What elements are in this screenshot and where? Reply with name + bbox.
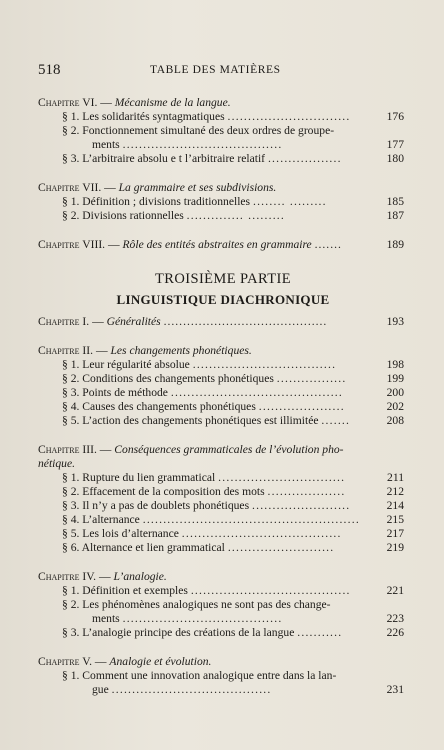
chapter-heading: Chapitre III. — Conséquences grammaticales de l’évolution pho- nétique.: [38, 443, 344, 470]
section-number: § 4.: [62, 513, 80, 526]
page-ref: 187: [386, 209, 404, 222]
section-number: § 3.: [62, 499, 80, 512]
dot-leader: ..............................: [227, 110, 351, 123]
section-number: § 6.: [62, 541, 80, 554]
chapter-word: Chapitre: [38, 96, 80, 109]
toc-entry: [38, 598, 408, 626]
chapter-word: Chapitre: [38, 238, 80, 251]
toc-entry: [38, 414, 408, 428]
page-ref: 226: [386, 626, 404, 639]
section-title: Conditions des changements phonétiques: [82, 372, 274, 385]
section-title: Comment une innovation analogique entre dans la lan-: [82, 669, 337, 682]
section-number: § 3.: [62, 626, 80, 639]
chapter-roman: III.: [82, 443, 97, 456]
toc-entry: [38, 471, 408, 485]
toc-entry: [38, 152, 408, 166]
section-number: § 5.: [62, 414, 80, 427]
section-title: L’alternance: [82, 513, 140, 526]
section-number: § 1.: [62, 358, 80, 371]
section-title: Les lois d’alternance: [82, 527, 179, 540]
running-header: [38, 62, 410, 80]
chapter-title-cont: nétique.: [38, 457, 76, 470]
dot-leader: .................: [276, 372, 347, 385]
dot-leader: ..................: [267, 152, 342, 165]
section-number: § 1.: [62, 584, 80, 597]
page-ref: 189: [386, 238, 404, 251]
section-number: § 1.: [62, 110, 80, 123]
section-title: Points de méthode: [82, 386, 168, 399]
page-ref: 199: [386, 372, 404, 385]
dot-leader: ...................................: [192, 358, 337, 371]
chapter-word: Chapitre: [38, 315, 80, 328]
chapter-roman: VIII.: [82, 238, 106, 251]
running-title: TABLE DES MATIÈRES: [150, 64, 281, 76]
section-number: § 2.: [62, 485, 80, 498]
page-ref: 212: [386, 485, 404, 498]
toc-entry: [38, 541, 408, 555]
page-ref: 219: [386, 541, 404, 554]
chapter-word: Chapitre: [38, 655, 80, 668]
page-ref: 223: [386, 612, 404, 625]
toc-entry: [38, 499, 408, 513]
chapter-heading: Chapitre VI. — Mécanisme de la langue.: [38, 96, 231, 109]
section-title: Divisions rationnelles: [82, 209, 184, 222]
section-number: § 5.: [62, 527, 80, 540]
dot-leader: ..........................................: [163, 315, 328, 328]
toc-entry: [38, 386, 408, 400]
dot-leader: .....................................................: [142, 513, 360, 526]
chapter-heading: Chapitre VIII. — Rôle des entités abstraites en grammaire ....... 189: [38, 238, 404, 251]
dot-leader: .......................................: [122, 612, 283, 625]
dot-leader: .......: [321, 414, 351, 427]
part-title: TROISIÈME PARTIE: [155, 271, 291, 287]
section-title: Il n’y a pas de doublets phonétiques: [82, 499, 250, 512]
page-ref: 208: [386, 414, 404, 427]
section-number: § 2.: [62, 372, 80, 385]
chapter-title: Rôle des entités abstraites en grammaire: [122, 238, 312, 251]
chapter-word: Chapitre: [38, 443, 80, 456]
chapter-roman: II.: [82, 344, 94, 357]
page-ref: 180: [386, 152, 404, 165]
toc-entry: [38, 669, 408, 697]
section-number: § 2.: [62, 209, 80, 222]
page-ref: 202: [386, 400, 404, 413]
chapter-title: Conséquences grammaticales de l’évolution pho-: [114, 443, 344, 456]
section-title: Fonctionnement simultané des deux ordres de groupe-: [82, 124, 335, 137]
chapter-word: Chapitre: [38, 344, 80, 357]
toc-entry: [38, 400, 408, 414]
page-number: 518: [38, 62, 61, 78]
dot-leader: ........ .........: [252, 195, 327, 208]
section-title: Causes des changements phonétiques: [82, 400, 256, 413]
toc-entry: [38, 513, 408, 527]
table-of-contents: [38, 91, 408, 697]
chapter-title: Généralités: [106, 315, 161, 328]
section-title: Définition et exemples: [82, 584, 188, 597]
toc-entry: [38, 626, 408, 640]
toc-entry: [38, 195, 408, 209]
toc-entry: [38, 124, 408, 152]
dot-leader: ..........................: [227, 541, 335, 554]
page-ref: 176: [386, 110, 404, 123]
dot-leader: .......: [314, 238, 342, 251]
dot-leader: .......................................: [111, 683, 272, 696]
chapter-heading: Chapitre V. — Analogie et évolution.: [38, 655, 212, 668]
section-number: § 2.: [62, 124, 80, 137]
dot-leader: .......................................: [122, 138, 283, 151]
page-ref: 217: [386, 527, 404, 540]
section-title-cont: gue: [92, 683, 109, 696]
dot-leader: .......................................: [181, 527, 342, 540]
chapter-title: Les changements phonétiques.: [110, 344, 252, 357]
toc-entry: [38, 209, 408, 223]
chapter-roman: I.: [82, 315, 90, 328]
page-ref: 211: [387, 471, 404, 484]
dot-leader: ..........................................: [170, 386, 344, 399]
toc-entry: [38, 358, 408, 372]
chapter-title: Mécanisme de la langue.: [114, 96, 231, 109]
chapter-roman: VI.: [82, 96, 98, 109]
section-number: § 1.: [62, 471, 80, 484]
chapter-title: L’analogie.: [113, 570, 167, 583]
toc-entry: [38, 372, 408, 386]
section-title: Leur régularité absolue: [82, 358, 190, 371]
chapter-heading: Chapitre IV. — L’analogie.: [38, 570, 167, 583]
section-number: § 3.: [62, 386, 80, 399]
page-ref: 177: [386, 138, 404, 151]
part-subtitle: LINGUISTIQUE DIACHRONIQUE: [116, 292, 330, 307]
chapter-roman: V.: [82, 655, 92, 668]
section-title: L’arbitraire absolu e t l’arbitraire relatif: [82, 152, 266, 165]
page-ref: 231: [386, 683, 404, 696]
page-ref: 221: [386, 584, 404, 597]
chapter-word: Chapitre: [38, 181, 80, 194]
chapter-word: Chapitre: [38, 570, 80, 583]
toc-entry: [38, 485, 408, 499]
dot-leader: ...........: [297, 626, 343, 639]
dot-leader: ........................: [252, 499, 351, 512]
toc-entry: [38, 110, 408, 124]
section-title: L’action des changements phonétiques est illimitée: [82, 414, 319, 427]
chapter-title: La grammaire et ses subdivisions.: [118, 181, 277, 194]
dot-leader: .....................: [258, 400, 345, 413]
dot-leader: ...............................: [218, 471, 346, 484]
section-number: § 3.: [62, 152, 80, 165]
section-title-cont: ments: [92, 138, 120, 151]
dot-leader: ...................: [267, 485, 346, 498]
section-number: § 1.: [62, 195, 80, 208]
chapter-heading: Chapitre I. — Généralités .......................................... 193: [38, 315, 404, 328]
section-number: § 2.: [62, 598, 80, 611]
toc-entry: [38, 584, 408, 598]
section-title: Alternance et lien grammatical: [81, 541, 225, 554]
chapter-roman: IV.: [82, 570, 97, 583]
page-ref: 198: [386, 358, 404, 371]
page-ref: 200: [386, 386, 404, 399]
section-title: Définition ; divisions traditionnelles: [82, 195, 251, 208]
chapter-title: Analogie et évolution.: [109, 655, 212, 668]
section-title-cont: ments: [92, 612, 120, 625]
section-number: § 4.: [62, 400, 80, 413]
section-title: L’analogie principe des créations de la langue: [82, 626, 295, 639]
page-ref: 185: [386, 195, 404, 208]
section-title: Rupture du lien grammatical: [82, 471, 216, 484]
toc-entry: [38, 527, 408, 541]
dot-leader: .......................................: [190, 584, 351, 597]
section-title: Les solidarités syntagmatiques: [82, 110, 225, 123]
section-title: Les phénomènes analogiques ne sont pas des change-: [82, 598, 331, 611]
page-ref: 193: [386, 315, 404, 328]
section-title: Effacement de la composition des mots: [82, 485, 265, 498]
page-ref: 214: [386, 499, 404, 512]
page-ref: 215: [386, 513, 404, 526]
section-number: § 1.: [62, 669, 80, 682]
chapter-heading: Chapitre II. — Les changements phonétiques.: [38, 344, 252, 357]
chapter-roman: VII.: [82, 181, 102, 194]
dot-leader: .............. .........: [186, 209, 286, 222]
chapter-heading: Chapitre VII. — La grammaire et ses subdivisions.: [38, 181, 277, 194]
